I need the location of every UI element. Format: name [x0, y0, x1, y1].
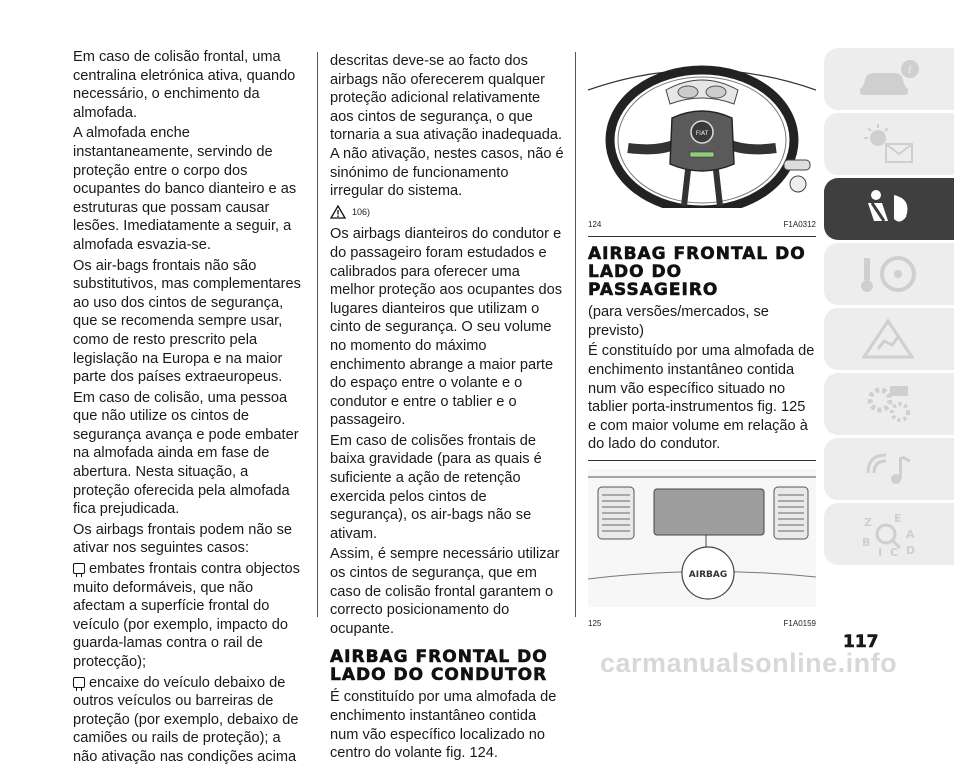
paragraph: Em caso de colisão, uma pessoa que não utilize os cintos de segurança avança e pode embater na almofada ainda em fase de abertura. Nesta situação, a proteção oferecida pela almofada fica prejudicada. — [73, 389, 299, 518]
svg-text:A: A — [906, 528, 915, 541]
divider — [588, 236, 816, 237]
svg-text:B: B — [862, 536, 871, 549]
tab-multimedia[interactable] — [824, 438, 954, 500]
text-column-1 — [73, 48, 305, 769]
svg-text:D: D — [906, 544, 916, 557]
tab-index[interactable] — [824, 503, 954, 565]
figure-125 — [588, 469, 816, 633]
safety-airbag-icon — [854, 185, 924, 233]
passenger-airbag-illustration — [588, 469, 816, 607]
tab-warning-lights[interactable] — [824, 113, 954, 175]
paragraph: A almofada enche instantaneamente, servindo de proteção entre o corpo dos ocupantes do banco dianteiro e as estruturas que possam causar lesões. Imediatamente a seguir, a almofada esvazia-se. — [73, 125, 297, 253]
svg-text:i: i — [908, 63, 912, 76]
column-divider — [317, 52, 318, 617]
paragraph: Os airbags frontais podem não se ativar nos seguintes casos: — [73, 521, 293, 557]
paragraph: É constituído por uma almofada de enchimento instantâneo contida num vão específico situado no tablier porta-instrumentos fig. 125 e com maior volume em relação à do lado do condutor. — [588, 343, 815, 453]
paragraph: Os airbags dianteiros do condutor e do passageiro foram estudados e calibrados para oferecer uma melhor proteção aos ocupantes dos lugares dianteiros que utilizam o cinto de segurança. O seu volume no momento do máximo enchimento abrange a maior parte do espaço entre o volante e o condutor e entre o tablier e o passageiro. — [330, 226, 563, 429]
tab-car-info[interactable] — [824, 48, 954, 110]
bullet-icon — [73, 677, 85, 688]
svg-text:Z: Z — [864, 516, 872, 529]
tab-emergency[interactable] — [824, 308, 954, 370]
maintenance-icon — [854, 380, 924, 428]
svg-text:C: C — [890, 546, 899, 558]
section-heading: AIRBAG FRONTAL DO LADO DO PASSAGEIRO — [588, 244, 806, 301]
section-heading: AIRBAG FRONTAL DO LADO DO CONDUTOR — [330, 647, 548, 686]
figure-124 — [588, 60, 816, 234]
bullet-icon — [73, 563, 85, 574]
emergency-icon — [854, 315, 924, 363]
starting-driving-icon — [854, 250, 924, 298]
bullet-item: encaixe do veículo debaixo de outros veículos ou barreiras de proteção (por exemplo, debaixo de camiões ou rails de proteção); a não ativação nas condições acima — [73, 674, 299, 765]
index-icon — [854, 510, 924, 558]
paragraph: Os air-bags frontais não são substitutivos, mas complementares ao uso dos cintos de segurança, que se recomenda sempre usar, como de resto prescrito pela legislação na Europa e na maior parte dos países extraeuropeus. — [73, 257, 301, 386]
warning-lights-icon — [854, 120, 924, 168]
tab-safety[interactable] — [824, 178, 954, 240]
paragraph: (para versões/mercados, se previsto) — [588, 304, 769, 339]
bullet-item: embates frontais contra objectos muito deformáveis, que não afectam a superfície frontal do veículo (por exemplo, impacto do guarda-lamas contra o rail de protecção); — [73, 561, 300, 670]
tab-maintenance[interactable] — [824, 373, 954, 435]
page-number: 117 — [843, 632, 879, 652]
figure-caption: 124 F1A0312 — [588, 219, 816, 229]
tab-starting-driving[interactable] — [824, 243, 954, 305]
multimedia-icon — [854, 445, 924, 493]
column-divider — [575, 52, 576, 617]
warning-reference: 106) — [330, 203, 564, 222]
text-column-2 — [330, 52, 564, 765]
paragraph: Em caso de colisões frontais de baixa gravidade (para as quais é suficiente a ação de retenção exercida pelos cintos de segurança), os air-bags não se ativam. — [330, 432, 542, 542]
svg-text:I: I — [878, 546, 883, 558]
airbag-label: AIRBAG — [688, 569, 728, 580]
text-column-3 — [588, 60, 816, 633]
paragraph: Em caso de colisão frontal, uma centralina eletrónica ativa, quando necessário, o enchimento da almofada. — [73, 49, 296, 121]
chapter-sidebar — [824, 48, 960, 568]
paragraph: descritas deve-se ao facto dos airbags não oferecerem qualquer proteção adicional relativamente aos cintos de segurança, o que tornaria a sua ativação inadequada. A não ativação, nestes casos, não é sinónimo de funcionamento irregular do sistema. — [330, 53, 564, 200]
figure-caption: 125 F1A0159 — [588, 618, 816, 628]
divider — [588, 460, 816, 461]
watermark: carmanualsonline.info — [600, 648, 898, 678]
steering-wheel-illustration — [588, 60, 816, 208]
svg-text:E: E — [894, 512, 902, 525]
warning-triangle-icon — [330, 205, 346, 219]
paragraph: Assim, é sempre necessário utilizar os cintos de segurança, que em caso de colisão frontal garantem o correcto posicionamento do ocupante. — [330, 546, 560, 637]
paragraph: É constituído por uma almofada de enchimento instantâneo contida num vão específico localizado no centro do volante fig. 124. — [330, 689, 557, 762]
car-info-icon — [854, 55, 924, 103]
svg-text:FIAT: FIAT — [695, 130, 709, 137]
